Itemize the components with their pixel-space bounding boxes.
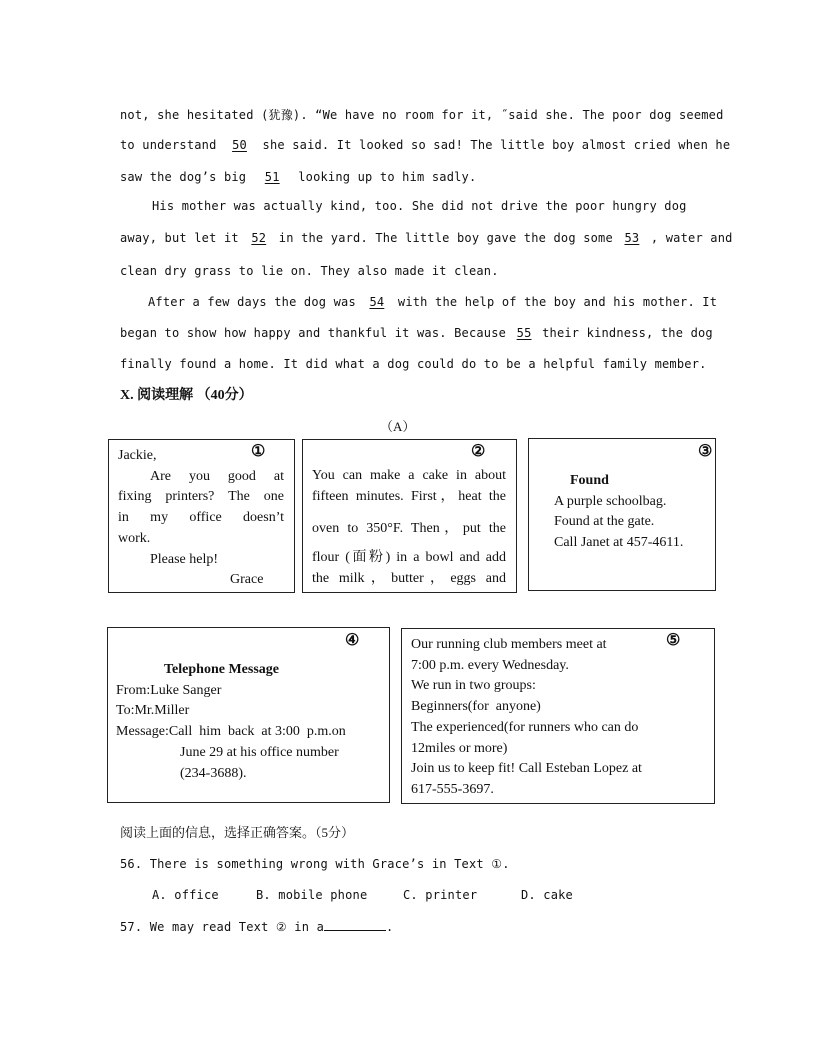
message: Message:Call him back at 3:00 p.m.on: [116, 724, 346, 740]
text: began to show how happy and thankful it was. Because: [120, 326, 507, 340]
text: June 29 at his office number: [180, 744, 339, 760]
greeting: Jackie,: [118, 448, 157, 463]
text: 57. We may read Text ② in a: [120, 920, 324, 934]
blank-50: 50: [232, 138, 247, 152]
blank-54: 54: [369, 295, 385, 309]
text: saw the dog’s big: [120, 170, 247, 184]
section-title: X. 阅读理解 （40分）: [120, 388, 253, 403]
text: Please help!: [150, 551, 219, 567]
passage-line-3: [120, 170, 476, 184]
text: (234-3688).: [180, 765, 247, 781]
text: fifteen minutes. First，heat the: [312, 488, 506, 504]
text: , water and: [650, 231, 733, 245]
passage-line-1: not, she hesitated (犹豫). “We have no room for it, ˝said she. The poor dog seemed: [120, 108, 724, 122]
text: fixing printers? The one: [118, 489, 284, 505]
text: work.: [118, 530, 151, 546]
passage-line-2: [120, 138, 730, 152]
blank-55: 55: [516, 326, 532, 340]
text: After a few days the dog was: [148, 295, 356, 309]
text-box-4: [107, 627, 390, 803]
text: she said. It looked so sad! The little boy almost cried when he: [262, 138, 731, 152]
blank-51: 51: [264, 170, 280, 184]
text: the milk，butter，eggs and: [312, 570, 506, 586]
passage-line-8: [120, 326, 713, 340]
text-box-1: [108, 439, 295, 593]
from: From:Luke Sanger: [116, 682, 222, 698]
option-56-a[interactable]: A. office: [152, 888, 219, 902]
found-title: Found: [570, 473, 609, 488]
text-box-5: [401, 628, 715, 804]
blank-52: 52: [251, 231, 267, 245]
passage-line-4: His mother was actually kind, too. She did not drive the poor hungry dog: [152, 199, 687, 213]
text: Found at the gate.: [554, 514, 655, 530]
text: in the yard. The little boy gave the dog some: [278, 231, 613, 245]
text: Call Janet at 457-4611.: [554, 535, 684, 551]
number-2: ②: [471, 443, 486, 460]
text: 7:00 p.m. every Wednesday.: [411, 657, 569, 673]
text: with the help of the boy and his mother. It: [397, 295, 718, 309]
option-56-b[interactable]: B. mobile phone: [256, 888, 368, 902]
number-3: ③: [698, 443, 713, 460]
message-title: Telephone Message: [164, 662, 279, 677]
text: We run in two groups:: [411, 678, 536, 694]
passage-line-9: finally found a home. It did what a dog could do to be a helpful family member.: [120, 357, 707, 371]
passage-line-7: [148, 295, 717, 309]
section-sub: （A）: [380, 419, 416, 434]
blank-53: 53: [624, 231, 640, 245]
text: .: [386, 920, 394, 934]
text: looking up to him sadly.: [298, 170, 477, 184]
text: You can make a cake in about: [312, 468, 506, 483]
option-56-d[interactable]: D. cake: [521, 888, 573, 902]
number-4: ④: [345, 632, 360, 649]
text: Join us to keep fit! Call Esteban Lopez at: [411, 761, 642, 777]
passage-line-5: [120, 231, 733, 245]
text: away, but let it: [120, 231, 239, 245]
text: The experienced(for runners who can do: [411, 719, 639, 735]
question-57: [120, 919, 393, 934]
signature: Grace: [230, 572, 264, 588]
questions-instruction: 阅读上面的信息，选择正确答案。（5分）: [120, 825, 355, 840]
answer-blank-57[interactable]: [324, 919, 386, 931]
question-56: 56. There is something wrong with Grace’s in Text ①.: [120, 857, 510, 871]
number-5: ⑤: [666, 632, 681, 649]
to: To:Mr.Miller: [116, 703, 190, 719]
text: Are you good at: [150, 468, 284, 484]
text: their kindness, the dog: [542, 326, 713, 340]
text: Beginners(for anyone): [411, 699, 541, 715]
text: in my office doesn’t: [118, 510, 284, 526]
text: oven to 350°F. Then，put the: [312, 521, 506, 537]
number-1: ①: [251, 443, 266, 460]
text: Our running club members meet at: [411, 637, 607, 652]
text: A purple schoolbag.: [554, 493, 667, 509]
text: to understand: [120, 138, 217, 152]
text: flour (面粉) in a bowl and add: [312, 550, 506, 566]
text: 617-555-3697.: [411, 781, 494, 797]
option-56-c[interactable]: C. printer: [403, 888, 478, 902]
text: 12miles or more): [411, 740, 508, 756]
text-box-2: [302, 439, 517, 593]
text-box-3: [528, 438, 716, 591]
passage-line-6: clean dry grass to lie on. They also made it clean.: [120, 264, 499, 278]
